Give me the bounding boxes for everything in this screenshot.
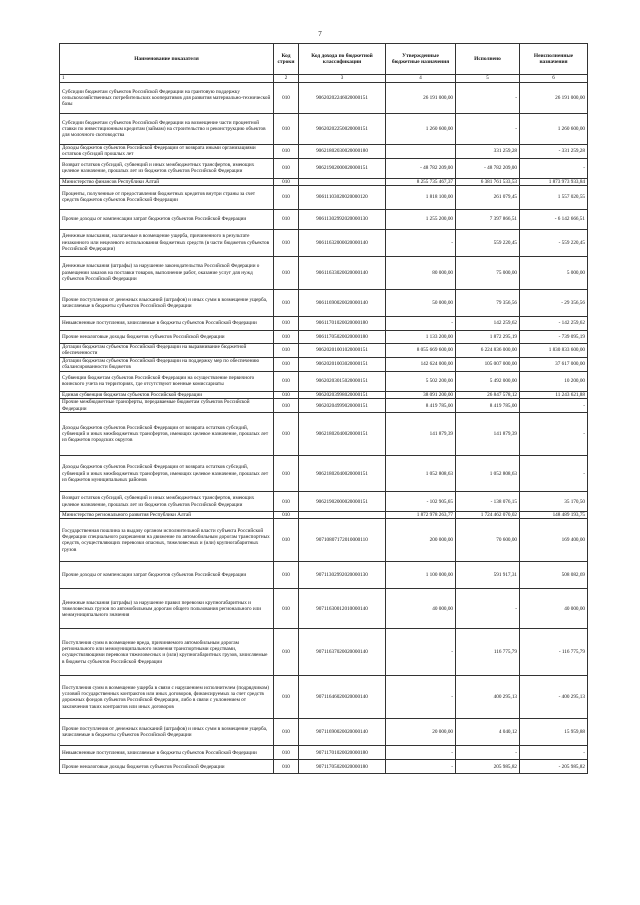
income-code-cell: 90711646020020000140 (299, 676, 386, 719)
approved-amount-cell: - (386, 760, 456, 774)
approved-amount-cell: 1 133 200,00 (386, 330, 456, 343)
executed-amount-cell: 400 295,13 (456, 676, 520, 719)
row-name-cell: Прочие доходы от компенсации затрат бюджетов субъектов Российской Федерации (60, 562, 274, 589)
row-code-cell: 010 (274, 209, 299, 229)
executed-amount-cell: 105 007 000,00 (456, 357, 520, 371)
income-code-cell: 90621802040020000151 (299, 456, 386, 492)
income-code-cell: 90621902000020000151 (299, 492, 386, 512)
table-row (60, 492, 588, 512)
income-code-cell: 90611633020020000140 (299, 256, 386, 289)
remaining-amount-cell: - (520, 399, 588, 413)
executed-amount-cell: 559 220,45 (456, 229, 520, 256)
income-code-cell: 90620203015020000151 (299, 371, 386, 391)
executed-amount-cell: - (456, 83, 520, 114)
remaining-amount-cell: 148 489 193,75 (520, 512, 588, 519)
approved-amount-cell: 1 052 808,63 (386, 456, 456, 492)
table-row (60, 371, 588, 391)
table-row (60, 330, 588, 343)
row-name-cell: Денежные взыскания (штрафы) за нарушение правил перевозки крупногабаритных и тяжеловесных грузов по автомобильным дорогам общего пользования регионального или межмуниципального значения (60, 589, 274, 629)
row-name-cell: Денежные взыскания, налагаемые в возмещение ущерба, причиненного в результате незаконного или нецелевого использования бюджетных средств (в части бюджетов субъектов Российской Федерации) (60, 229, 274, 256)
row-code-cell: 010 (274, 676, 299, 719)
table-row (60, 114, 588, 145)
row-name-cell: Доходы бюджетов субъектов Российской Федерации от возврата остатков субсидий, субвенций и иных межбюджетных трансфертов, имеющих целевое назначение, прошлых лет из бюджетов муниципальных районов (60, 456, 274, 492)
executed-amount-cell: 141 879,39 (456, 413, 520, 456)
row-code-cell: 010 (274, 158, 299, 178)
row-code-cell: 010 (274, 330, 299, 343)
executed-amount-cell: 26 847 578,12 (456, 391, 520, 398)
remaining-amount-cell: - 739 095,19 (520, 330, 588, 343)
header-executed: Исполнено (456, 44, 520, 75)
row-code-cell: 010 (274, 145, 299, 159)
table-row (60, 289, 588, 316)
column-number-row (60, 75, 588, 83)
row-name-cell: Невыясненные поступления, зачисляемые в бюджеты субъектов Российской Федерации (60, 316, 274, 330)
remaining-amount-cell: 35 170,50 (520, 492, 588, 512)
row-code-cell: 010 (274, 492, 299, 512)
row-code-cell: 010 (274, 562, 299, 589)
table-row (60, 391, 588, 398)
table-row (60, 158, 588, 178)
row-code-cell: 010 (274, 256, 299, 289)
row-name-cell: Проценты, полученные от предоставления бюджетных кредитов внутри страны за счет средств бюджетов субъектов Российской Федерации (60, 185, 274, 209)
approved-amount-cell: 141 879,39 (386, 413, 456, 456)
row-name-cell: Министерство финансов Республики Алтай (60, 178, 274, 185)
row-code-cell: 010 (274, 357, 299, 371)
approved-amount-cell: - (386, 676, 456, 719)
executed-amount-cell: 1 724 462 070,02 (456, 512, 520, 519)
row-code-cell: 010 (274, 512, 299, 519)
income-code-cell: 90611632000020000140 (299, 229, 386, 256)
row-code-cell: 010 (274, 456, 299, 492)
approved-amount-cell: - (386, 316, 456, 330)
executed-amount-cell: 75 000,00 (456, 256, 520, 289)
approved-amount-cell: 1 100 000,00 (386, 562, 456, 589)
remaining-amount-cell: - (520, 158, 588, 178)
income-code-cell: 90620201001020000151 (299, 343, 386, 357)
approved-amount-cell: - 102 905,65 (386, 492, 456, 512)
income-code-cell: 90711705020020000180 (299, 760, 386, 774)
executed-amount-cell: 205 985,82 (456, 760, 520, 774)
approved-amount-cell: - (386, 229, 456, 256)
remaining-amount-cell: 1 557 020,55 (520, 185, 588, 209)
approved-amount-cell: - 48 782 209,00 (386, 158, 456, 178)
row-name-cell: Субвенции бюджетам субъектов Российской Федерации на осуществление первичного воинского учета на территориях, где отсутствуют военные комиссариаты (60, 371, 274, 391)
row-name-cell: Доходы бюджетов субъектов Российской Федерации от возврата иными организациями остатков субсидий прошлых лет (60, 145, 274, 159)
table-row (60, 178, 588, 185)
approved-amount-cell: 200 000,00 (386, 519, 456, 562)
row-code-cell: 010 (274, 391, 299, 398)
income-code-cell: 90711690020020000140 (299, 719, 386, 746)
row-name-cell: Поступления сумм в возмещение вреда, причиняемого автомобильным дорогам регионального или межмуниципального значения транспортными средствами, осуществляющими перевозки тяжеловесных и (или) крупногабаритных грузов, зачисляемые в бюджеты субъектов Российской Федерации (60, 629, 274, 676)
row-code-cell: 010 (274, 629, 299, 676)
executed-amount-cell: - 48 782 209,00 (456, 158, 520, 178)
executed-amount-cell: 70 600,00 (456, 519, 520, 562)
remaining-amount-cell: - (520, 413, 588, 456)
remaining-amount-cell: - 559 220,45 (520, 229, 588, 256)
table-row (60, 357, 588, 371)
income-code-cell: 90611705020020000180 (299, 330, 386, 343)
remaining-amount-cell: 37 617 000,00 (520, 357, 588, 371)
row-name-cell: Единая субвенция бюджетам субъектов Российской Федерации (60, 391, 274, 398)
row-code-cell: 010 (274, 413, 299, 456)
row-code-cell: 010 (274, 229, 299, 256)
income-code-cell: 90621802040020000151 (299, 413, 386, 456)
executed-amount-cell: 1 872 295,19 (456, 330, 520, 343)
approved-amount-cell (386, 145, 456, 159)
row-code-cell: 010 (274, 178, 299, 185)
income-code-cell: 90620203998020000151 (299, 391, 386, 398)
approved-amount-cell: 50 000,00 (386, 289, 456, 316)
approved-amount-cell: 142 624 000,00 (386, 357, 456, 371)
executed-amount-cell: 5 492 000,00 (456, 371, 520, 391)
approved-amount-cell: 80 000,00 (386, 256, 456, 289)
row-name-cell: Невыясненные поступления, зачисляемые в бюджеты субъектов Российской Федерации (60, 746, 274, 760)
row-code-cell: 010 (274, 589, 299, 629)
executed-amount-cell: 142 259,62 (456, 316, 520, 330)
income-code-cell: 90711701020020000180 (299, 746, 386, 760)
row-name-cell: Министерство регионального развития Республики Алтай (60, 512, 274, 519)
executed-amount-cell: 8 419 785,00 (456, 399, 520, 413)
remaining-amount-cell: 15 959,88 (520, 719, 588, 746)
column-number: 5 (456, 75, 520, 83)
executed-amount-cell: - (456, 114, 520, 145)
executed-amount-cell: 261 079,45 (456, 185, 520, 209)
remaining-amount-cell: 11 243 621,88 (520, 391, 588, 398)
table-row (60, 562, 588, 589)
row-name-cell: Прочие неналоговые доходы бюджетов субъектов Российской Федерации (60, 330, 274, 343)
row-name-cell: Прочие неналоговые доходы бюджетов субъектов Российской Федерации (60, 760, 274, 774)
remaining-amount-cell: - 29 356,56 (520, 289, 588, 316)
executed-amount-cell: 4 040,12 (456, 719, 520, 746)
approved-amount-cell: 1 255 200,00 (386, 209, 456, 229)
table-row (60, 719, 588, 746)
column-number: 1 (60, 75, 274, 83)
header-remaining: Неисполненные назначения (520, 44, 588, 75)
remaining-amount-cell: 1 830 833 600,00 (520, 343, 588, 357)
income-code-cell: 90611302992020000130 (299, 209, 386, 229)
table-row (60, 746, 588, 760)
remaining-amount-cell: 508 082,69 (520, 562, 588, 589)
executed-amount-cell: 1 052 808,63 (456, 456, 520, 492)
executed-amount-cell: 6 224 836 000,00 (456, 343, 520, 357)
header-indicator-name: Наименование показателя (60, 44, 274, 75)
executed-amount-cell: 6 381 761 533,53 (456, 178, 520, 185)
table-header-row (60, 44, 588, 75)
header-income-code: Код дохода по бюджетной классификации (299, 44, 386, 75)
column-number: 3 (299, 75, 386, 83)
approved-amount-cell: 20 000,00 (386, 719, 456, 746)
row-code-cell: 010 (274, 760, 299, 774)
income-code-cell: 90611103020020000120 (299, 185, 386, 209)
row-code-cell: 010 (274, 399, 299, 413)
remaining-amount-cell: - (520, 456, 588, 492)
row-code-cell: 010 (274, 719, 299, 746)
table-row (60, 399, 588, 413)
table-row (60, 413, 588, 456)
income-code-cell: 90611701020020000180 (299, 316, 386, 330)
row-name-cell: Возврат остатков субсидий, субвенций и иных межбюджетных трансфертов, имеющих целевое назначение, прошлых лет из бюджетов субъектов Российской Федерации (60, 492, 274, 512)
column-number: 4 (386, 75, 456, 83)
table-row (60, 316, 588, 330)
approved-amount-cell: 38 091 200,00 (386, 391, 456, 398)
row-code-cell: 010 (274, 343, 299, 357)
remaining-amount-cell: - 331 259,28 (520, 145, 588, 159)
income-code-cell: 90621802030020000180 (299, 145, 386, 159)
approved-amount-cell: 8 419 785,00 (386, 399, 456, 413)
remaining-amount-cell: 1 260 600,00 (520, 114, 588, 145)
remaining-amount-cell: 169 400,00 (520, 519, 588, 562)
income-code-cell: 90621902000020000151 (299, 158, 386, 178)
remaining-amount-cell: 40 000,00 (520, 589, 588, 629)
row-code-cell: 010 (274, 185, 299, 209)
revenue-execution-table (59, 43, 588, 774)
table-row (60, 519, 588, 562)
row-name-cell: Субсидии бюджетам субъектов Российской Федерации на возмещение части процентной ставки по инвестиционным кредитам (займам) на строительство и реконструкцию объектов для молочного скотоводства (60, 114, 274, 145)
row-code-cell: 010 (274, 83, 299, 114)
table-row (60, 185, 588, 209)
row-name-cell: Денежные взыскания (штрафы) за нарушение законодательства Российской Федерации о размещении заказов на поставки товаров, выполнение работ, оказание услуг для нужд субъектов Российской Федерации (60, 256, 274, 289)
table-row (60, 343, 588, 357)
remaining-amount-cell: - 205 985,82 (520, 760, 588, 774)
executed-amount-cell: 331 259,28 (456, 145, 520, 159)
table-body (60, 83, 588, 774)
row-code-cell: 010 (274, 114, 299, 145)
column-number: 6 (520, 75, 588, 83)
executed-amount-cell: 79 356,56 (456, 289, 520, 316)
income-code-cell: 90710807172010000110 (299, 519, 386, 562)
remaining-amount-cell: - (520, 746, 588, 760)
table-row (60, 629, 588, 676)
remaining-amount-cell: 1 873 973 933,84 (520, 178, 588, 185)
table-row (60, 256, 588, 289)
remaining-amount-cell: 5 000,00 (520, 256, 588, 289)
row-name-cell: Возврат остатков субсидий, субвенций и иных межбюджетных трансфертов, имеющих целевое назначение, прошлых лет из бюджетов субъектов Российской Федерации (60, 158, 274, 178)
executed-amount-cell: 116 775,79 (456, 629, 520, 676)
row-name-cell: Дотации бюджетам субъектов Российской Федерации на выравнивание бюджетной обеспеченности (60, 343, 274, 357)
row-name-cell: Прочие поступления от денежных взысканий (штрафов) и иных сумм в возмещение ущерба, зачисляемые в бюджеты субъектов Российской Федерации (60, 719, 274, 746)
approved-amount-cell: 40 000,00 (386, 589, 456, 629)
row-code-cell: 010 (274, 519, 299, 562)
executed-amount-cell: 7 397 866,51 (456, 209, 520, 229)
row-code-cell: 010 (274, 316, 299, 330)
income-code-cell: 90711302992020000130 (299, 562, 386, 589)
income-code-cell (299, 512, 386, 519)
income-code-cell (299, 178, 386, 185)
row-name-cell: Доходы бюджетов субъектов Российской Федерации от возврата остатков субсидий, субвенций и иных межбюджетных трансфертов, имеющих целевое назначение, прошлых лет из бюджетов городских округов (60, 413, 274, 456)
table-row (60, 676, 588, 719)
row-name-cell: Прочие доходы от компенсации затрат бюджетов субъектов Российской Федерации (60, 209, 274, 229)
executed-amount-cell: - (456, 589, 520, 629)
header-approved: Утвержденные бюджетные назначения (386, 44, 456, 75)
income-code-cell: 90711630012010000140 (299, 589, 386, 629)
row-name-cell: Поступления сумм в возмещение ущерба в связи с нарушением исполнителем (подрядчиком) условий государственных контрактов или иных договоров, финансируемых за счет средств дорожных фондов субъектов Российской Федерации, либо в связи с уклонением от заключения таких контрактов или иных договоров (60, 676, 274, 719)
approved-amount-cell: 1 872 978 263,77 (386, 512, 456, 519)
approved-amount-cell: 1 260 600,00 (386, 114, 456, 145)
table-row (60, 589, 588, 629)
row-name-cell: Прочие межбюджетные трансферты, передаваемые бюджетам субъектов Российской Федерации (60, 399, 274, 413)
row-name-cell: Прочие поступления от денежных взысканий (штрафов) и иных сумм в возмещение ущерба, зачисляемые в бюджеты субъектов Российской Федерации (60, 289, 274, 316)
remaining-amount-cell: - 400 295,13 (520, 676, 588, 719)
income-code-cell: 90711637020020000140 (299, 629, 386, 676)
table-row (60, 760, 588, 774)
income-code-cell: 90620201003020000151 (299, 357, 386, 371)
income-code-cell: 90611690020020000140 (299, 289, 386, 316)
income-code-cell: 90620202246020000151 (299, 83, 386, 114)
executed-amount-cell: 591 917,31 (456, 562, 520, 589)
page-number: 7 (318, 30, 322, 38)
approved-amount-cell: 5 502 200,00 (386, 371, 456, 391)
remaining-amount-cell: - 142 259,62 (520, 316, 588, 330)
approved-amount-cell: - (386, 746, 456, 760)
approved-amount-cell: 8 255 735 467,37 (386, 178, 456, 185)
approved-amount-cell: - (386, 629, 456, 676)
executed-amount-cell: - 138 076,15 (456, 492, 520, 512)
table-row (60, 83, 588, 114)
row-code-cell: 010 (274, 746, 299, 760)
income-code-cell: 90620202250020000151 (299, 114, 386, 145)
row-name-cell: Государственная пошлина за выдачу органом исполнительной власти субъекта Российской Федерации специального разрешения на движение по автомобильным дорогам транспортных средств, осуществляющих перевозки опасных, тяжеловесных и (или) крупногабаритных грузов (60, 519, 274, 562)
row-name-cell: Субсидии бюджетам субъектов Российской Федерации на грантовую поддержку сельскохозяйственных потребительских кооперативов для развития материально-технической базы (60, 83, 274, 114)
remaining-amount-cell: 26 191 000,00 (520, 83, 588, 114)
remaining-amount-cell: - 116 775,79 (520, 629, 588, 676)
row-name-cell: Дотации бюджетам субъектов Российской Федерации на поддержку мер по обеспечению сбалансированности бюджетов (60, 357, 274, 371)
row-code-cell: 010 (274, 289, 299, 316)
approved-amount-cell: 26 191 000,00 (386, 83, 456, 114)
table-row (60, 145, 588, 159)
approved-amount-cell: 1 818 100,00 (386, 185, 456, 209)
table-row (60, 209, 588, 229)
row-code-cell: 010 (274, 371, 299, 391)
table-row (60, 456, 588, 492)
remaining-amount-cell: 10 200,00 (520, 371, 588, 391)
executed-amount-cell: - (456, 746, 520, 760)
income-code-cell: 90620204999020000151 (299, 399, 386, 413)
header-row-code: Код строки (274, 44, 299, 75)
table-row (60, 229, 588, 256)
table-row (60, 512, 588, 519)
remaining-amount-cell: - 6 142 666,51 (520, 209, 588, 229)
column-number: 2 (274, 75, 299, 83)
approved-amount-cell: 8 055 669 600,00 (386, 343, 456, 357)
